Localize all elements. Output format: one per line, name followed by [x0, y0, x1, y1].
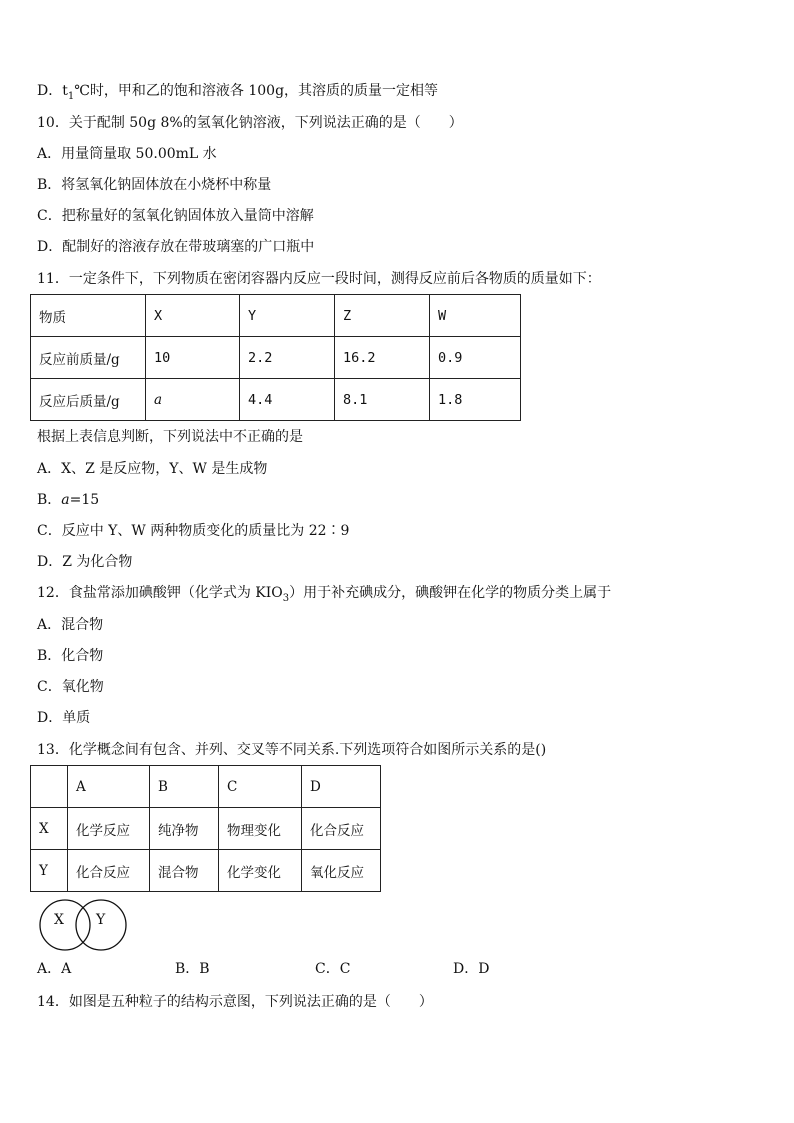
- q11-option-c: C．反应中 Y、W 两种物质变化的质量比为 22∶9: [37, 523, 350, 539]
- table-cell: 1.8: [430, 379, 521, 421]
- question-11: 11．一定条件下，下列物质在密闭容器内反应一段时间，测得反应前后各物质的质量如下：: [37, 271, 601, 287]
- table-header-cell: W: [430, 295, 521, 337]
- table-row: [31, 337, 521, 379]
- question-12: [37, 584, 611, 602]
- table-row: [31, 850, 381, 892]
- option-d-prefix: D．t: [37, 83, 68, 99]
- prev-question-option-d: [37, 82, 438, 100]
- table-cell: 8.1: [335, 379, 430, 421]
- table-row: [31, 808, 381, 850]
- q12-option-d: D．单质: [37, 710, 91, 726]
- table-cell: 2.2: [240, 337, 335, 379]
- table-row: [31, 295, 521, 337]
- table-row: [31, 766, 381, 808]
- table-cell: 混合物: [150, 850, 219, 892]
- table-cell: 反应前质量/g: [31, 337, 146, 379]
- q13-option-a: A．A: [37, 961, 72, 977]
- question-13: 13．化学概念间有包含、并列、交叉等不同关系.下列选项符合如图所示关系的是(): [37, 742, 547, 758]
- mass-table: [30, 294, 521, 421]
- q13-option-d: D．D: [453, 961, 490, 977]
- venn-label-y: Y: [96, 912, 106, 928]
- venn-label-x: X: [54, 912, 64, 928]
- option-b-text: =15: [69, 492, 100, 508]
- table-cell: 16.2: [335, 337, 430, 379]
- q10-option-a: A．用量筒量取 50.00mL 水: [37, 146, 217, 162]
- table-header-cell: 物质: [31, 295, 146, 337]
- q12-option-c: C．氧化物: [37, 679, 104, 695]
- q12-option-a: A．混合物: [37, 617, 104, 633]
- q11-prompt: 根据上表信息判断，下列说法中不正确的是: [37, 429, 303, 445]
- q11-option-a: A．X、Z 是反应物，Y、W 是生成物: [37, 461, 268, 477]
- venn-diagram: [38, 898, 130, 954]
- q10-option-d: D．配制好的溶液存放在带玻璃塞的广口瓶中: [37, 239, 315, 255]
- table-cell: 纯净物: [150, 808, 219, 850]
- table-cell: 化学反应: [68, 808, 150, 850]
- variable-a: a: [61, 492, 70, 508]
- table-header-cell: A: [68, 766, 150, 808]
- q10-option-b: B．将氢氧化钠固体放在小烧杯中称量: [37, 177, 272, 193]
- table-cell: Y: [31, 850, 68, 892]
- q11-option-d: D．Z 为化合物: [37, 554, 133, 570]
- option-d-text: ℃时，甲和乙的饱和溶液各 100g，其溶质的质量一定相等: [74, 83, 439, 99]
- table-header-cell: C: [219, 766, 302, 808]
- question-14: 14．如图是五种粒子的结构示意图，下列说法正确的是（ ）: [37, 994, 433, 1010]
- q13-option-c: C．C: [315, 961, 351, 977]
- table-header-cell: Z: [335, 295, 430, 337]
- table-header-cell: [31, 766, 68, 808]
- subscript: 3: [282, 592, 290, 604]
- table-header-cell: Y: [240, 295, 335, 337]
- table-header-cell: X: [146, 295, 240, 337]
- q12-text-post: ）用于补充碘成分，碘酸钾在化学的物质分类上属于: [289, 585, 612, 601]
- table-row: [31, 379, 521, 421]
- table-cell: X: [31, 808, 68, 850]
- table-cell: 化合反应: [68, 850, 150, 892]
- q12-option-b: B．化合物: [37, 648, 104, 664]
- table-cell: 物理变化: [219, 808, 302, 850]
- table-cell: a: [146, 379, 240, 421]
- question-10: 10．关于配制 50g 8%的氢氧化钠溶液，下列说法正确的是（ ）: [37, 115, 463, 131]
- table-cell: 4.4: [240, 379, 335, 421]
- concept-table: [30, 765, 381, 892]
- table-header-cell: D: [302, 766, 381, 808]
- q11-option-b: [37, 491, 99, 509]
- table-cell: 0.9: [430, 337, 521, 379]
- table-cell: 10: [146, 337, 240, 379]
- subscript: 1: [67, 90, 75, 102]
- table-header-cell: B: [150, 766, 219, 808]
- table-cell: 反应后质量/g: [31, 379, 146, 421]
- q13-option-b: B．B: [175, 961, 210, 977]
- table-cell: 化学变化: [219, 850, 302, 892]
- q12-text-pre: 12．食盐常添加碘酸钾（化学式为 KIO: [37, 585, 283, 601]
- option-b-prefix: B．: [37, 492, 62, 508]
- table-cell: 氧化反应: [302, 850, 381, 892]
- q10-option-c: C．把称量好的氢氧化钠固体放入量筒中溶解: [37, 208, 314, 224]
- table-cell: 化合反应: [302, 808, 381, 850]
- q13-options: [37, 960, 557, 980]
